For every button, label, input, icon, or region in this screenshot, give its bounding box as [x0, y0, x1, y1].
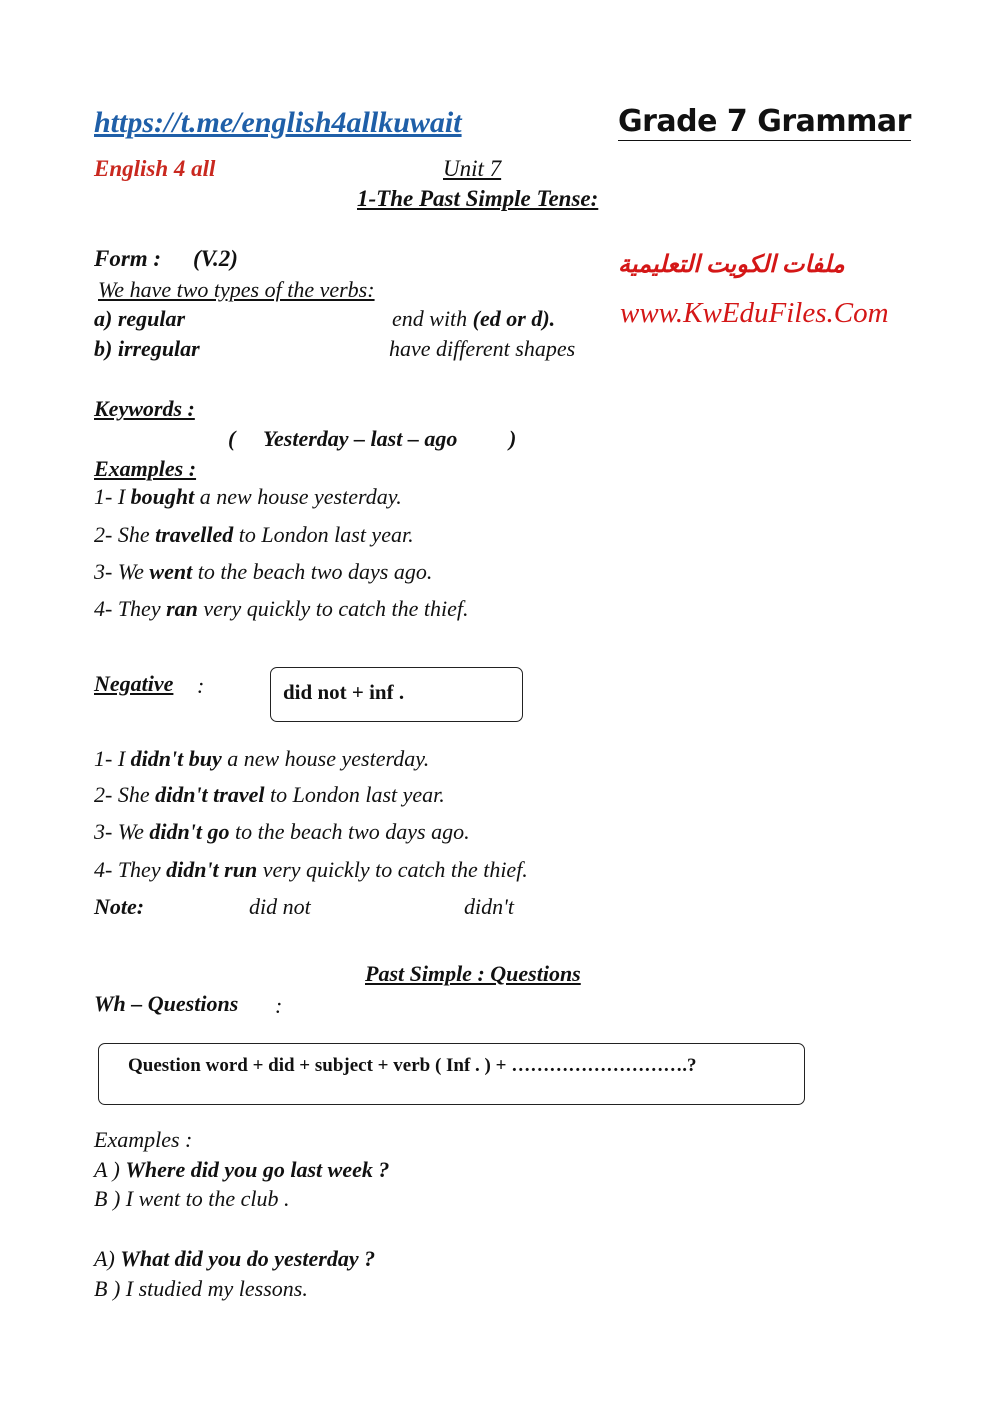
examples-label: Examples : [94, 456, 197, 481]
example-line: 2- She travelled to London last year. [94, 522, 414, 547]
watermark-arabic: ملفات الكويت التعليمية [618, 252, 845, 278]
negative-example-line: 3- We didn't go to the beach two days ago. [94, 819, 470, 844]
question-line: A ) Where did you go last week ? [94, 1157, 390, 1182]
question-formula: Question word + did + subject + verb ( Inf . ) + ……………………….? [128, 1055, 697, 1076]
negative-example-line: 4- They didn't run very quickly to catch the thief. [94, 857, 528, 882]
negative-colon: : [197, 673, 205, 698]
negative-example-line: 1- I didn't buy a new house yesterday. [94, 746, 430, 771]
negative-formula-box [270, 667, 523, 722]
grade-title: Grade 7 Grammar [618, 104, 911, 139]
keywords-list: Yesterday – last – ago [263, 426, 458, 451]
section-title: 1-The Past Simple Tense: [357, 186, 599, 211]
keywords-close-paren: ) [509, 426, 517, 451]
form-label: Form : [94, 246, 162, 271]
keywords-label: Keywords : [94, 396, 195, 421]
answer-line: B ) I studied my lessons. [94, 1276, 308, 1301]
note-short-form: didn't [464, 894, 514, 919]
example-line: 1- I bought a new house yesterday. [94, 484, 402, 509]
irregular-description: have different shapes [389, 336, 576, 361]
watermark-site: www.KwEduFiles.Com [620, 297, 889, 329]
wh-questions-label: Wh – Questions [94, 991, 239, 1016]
negative-example-line: 2- She didn't travel to London last year. [94, 782, 445, 807]
regular-ending: (ed or d). [472, 306, 556, 331]
form-value: (V.2) [193, 246, 238, 271]
regular-description-text: end with [392, 306, 473, 331]
unit-label: Unit 7 [443, 156, 502, 181]
irregular-label: b) irregular [94, 336, 200, 361]
note-full-form: did not [249, 894, 311, 919]
regular-description [392, 306, 555, 332]
example-line: 4- They ran very quickly to catch the thief. [94, 596, 469, 621]
brand-name: English 4 all [94, 156, 216, 181]
regular-label: a) regular [94, 306, 186, 331]
verb-types-intro: We have two types of the verbs: [98, 277, 375, 302]
note-label: Note: [94, 894, 145, 919]
wh-questions-colon: : [275, 993, 283, 1018]
telegram-link[interactable]: https://t.me/english4allkuwait [94, 106, 462, 139]
question-line: A) What did you do yesterday ? [94, 1246, 376, 1271]
keywords-open-paren: ( [228, 426, 236, 451]
negative-label: Negative [94, 671, 174, 696]
answer-line: B ) I went to the club . [94, 1186, 290, 1211]
question-examples-label: Examples : [94, 1127, 193, 1152]
question-formula-box [98, 1043, 805, 1105]
negative-formula: did not + inf . [283, 680, 405, 704]
example-line: 3- We went to the beach two days ago. [94, 559, 433, 584]
questions-title: Past Simple : Questions [365, 961, 581, 986]
